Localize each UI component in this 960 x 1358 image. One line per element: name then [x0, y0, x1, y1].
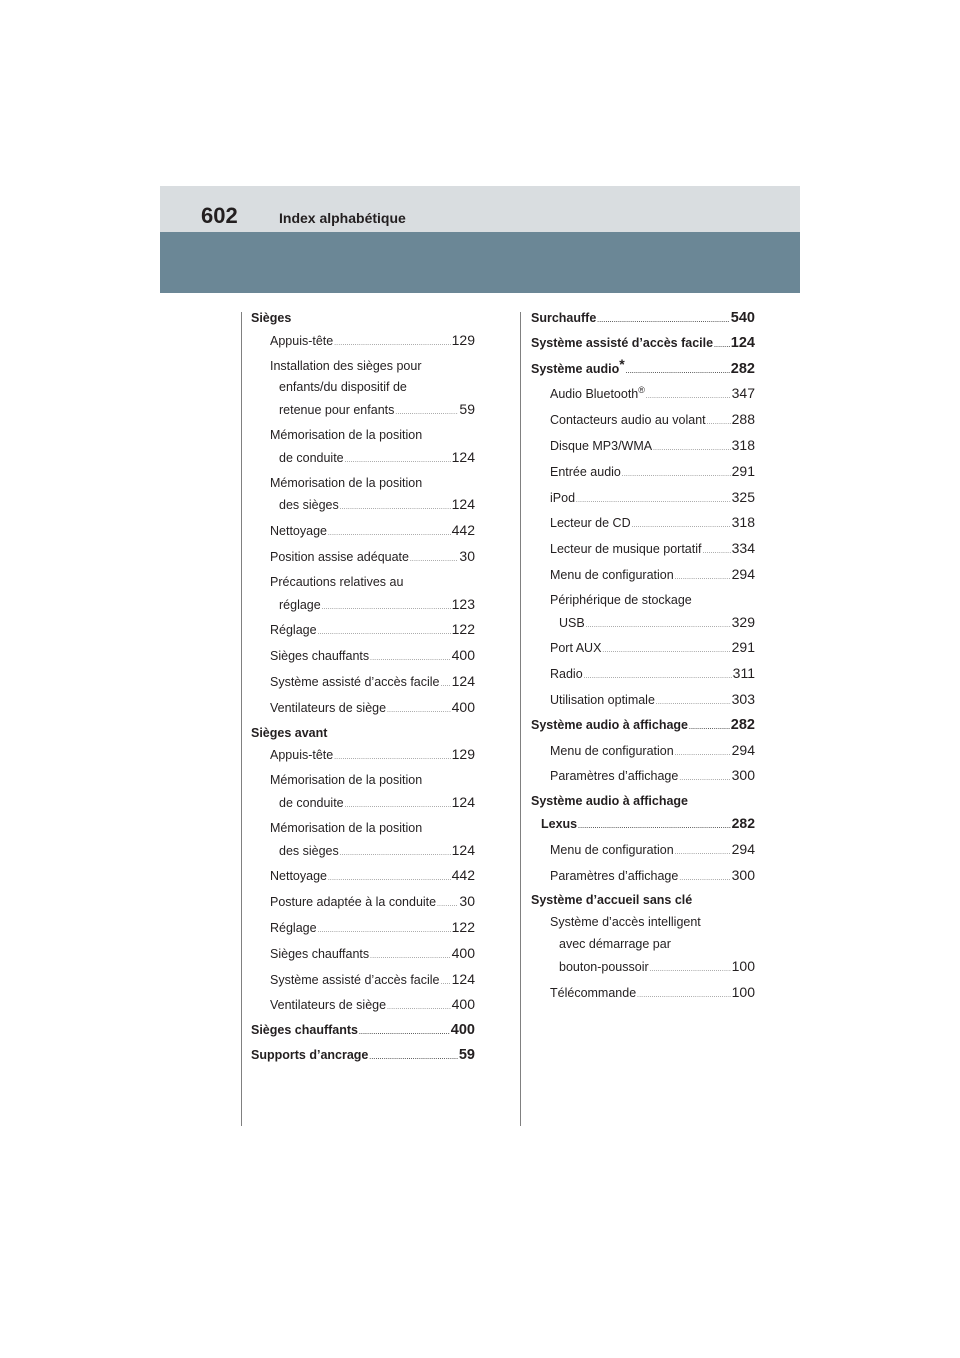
index-entry: de conduite ..... 124 [251, 447, 475, 473]
index-entry: retenue pour enfants ..... 59 [251, 399, 475, 425]
index-column-left [251, 308, 475, 1070]
index-entry: Réglage ..... 122 [251, 917, 475, 943]
index-entry: iPod ..... 325 [531, 487, 755, 513]
index-entry: Lecteur de CD ..... 318 [531, 512, 755, 538]
index-entry: Menu de configuration ..... 294 [531, 564, 755, 590]
index-entry: Port AUX ..... 291 [531, 637, 755, 663]
index-entry: Système assisté d’accès facile ..... 124 [251, 671, 475, 697]
index-entry-line: Système d’accès intelligent [550, 915, 701, 930]
index-entry: Appuis-tête ..... 129 [251, 744, 475, 770]
index-entry: Sièges chauffants ..... 400 [251, 943, 475, 969]
index-entry-line: Précautions relatives au [270, 574, 404, 589]
index-entry: Paramètres d’affichage ..... 300 [531, 865, 755, 891]
index-entry-line: Périphérique de stockage [550, 592, 692, 607]
index-entry: Lecteur de musique portatif ..... 334 [531, 538, 755, 564]
index-entry: Sièges chauffants ..... 400 [251, 645, 475, 671]
index-entry: Posture adaptée à la conduite ..... 30 [251, 891, 475, 917]
header-band [160, 186, 800, 232]
index-entry: de conduite ..... 124 [251, 792, 475, 818]
index-entry: Utilisation optimale ..... 303 [531, 689, 755, 715]
index-entry: Système audio* ..... 282 [531, 358, 755, 384]
index-entry-line: Installation des sièges pour [270, 358, 422, 373]
index-entry: Menu de configuration ..... 294 [531, 839, 755, 865]
index-entry: Position assise adéquate ..... 30 [251, 546, 475, 572]
index-entry: des sièges ..... 124 [251, 494, 475, 520]
index-heading: Sièges avant [251, 725, 328, 740]
right-column-rule [520, 312, 521, 1126]
index-entry: Nettoyage ..... 442 [251, 865, 475, 891]
index-entry: Appuis-tête ..... 129 [251, 330, 475, 356]
index-entry: USB ..... 329 [531, 612, 755, 638]
index-entry: Ventilateurs de siège ..... 400 [251, 697, 475, 723]
left-column-rule [241, 312, 242, 1126]
index-entry: Contacteurs audio au volant ..... 288 [531, 409, 755, 435]
index-entry: Paramètres d’affichage ..... 300 [531, 765, 755, 791]
index-entry: Système assisté d’accès facile ..... 124 [531, 333, 755, 358]
index-heading: Sièges [251, 311, 292, 325]
index-entry-line: Mémorisation de la position [270, 475, 423, 490]
index-entry: Télécommande ..... 100 [531, 982, 755, 1008]
page-title: Index alphabétique [279, 210, 406, 226]
registered-mark: ® [638, 385, 645, 396]
index-column-right [531, 308, 755, 1007]
index-entry-line: Mémorisation de la position [270, 427, 423, 442]
index-entry: Entrée audio ..... 291 [531, 461, 755, 487]
index-entry-line: enfants/du dispositif de [279, 380, 407, 395]
index-entry: Sièges chauffants ..... 400 [251, 1020, 475, 1045]
index-entry: Surchauffe ..... 540 [531, 308, 755, 333]
section-color-band [160, 232, 800, 293]
index-entry: Ventilateurs de siège ..... 400 [251, 994, 475, 1020]
index-entry: Système audio à affichage ..... 282 [531, 715, 755, 740]
index-entry: Radio ..... 311 [531, 663, 755, 689]
index-heading: Système d’accueil sans clé [531, 893, 693, 908]
index-entry: réglage ..... 123 [251, 594, 475, 620]
index-entry: Menu de configuration ..... 294 [531, 740, 755, 766]
index-entry-line: avec démarrage par [559, 936, 671, 951]
index-entry: bouton-poussoir ..... 100 [531, 956, 755, 982]
index-heading: Système audio à affichage [531, 794, 689, 809]
page-number: 602 [201, 203, 238, 228]
index-entry: Supports d’ancrage ..... 59 [251, 1045, 475, 1070]
index-entry: Disque MP3/WMA ..... 318 [531, 435, 755, 461]
index-entry-line: Mémorisation de la position [270, 773, 423, 788]
index-entry-line: Mémorisation de la position [270, 820, 423, 835]
index-entry: des sièges ..... 124 [251, 840, 475, 866]
index-entry: Audio Bluetooth® ..... 347 [531, 383, 755, 409]
index-entry: Lexus ..... 282 [531, 813, 755, 839]
index-entry: Réglage ..... 122 [251, 619, 475, 645]
footnote-star: * [619, 355, 625, 372]
index-entry: Nettoyage ..... 442 [251, 520, 475, 546]
index-entry: Système assisté d’accès facile ..... 124 [251, 969, 475, 995]
